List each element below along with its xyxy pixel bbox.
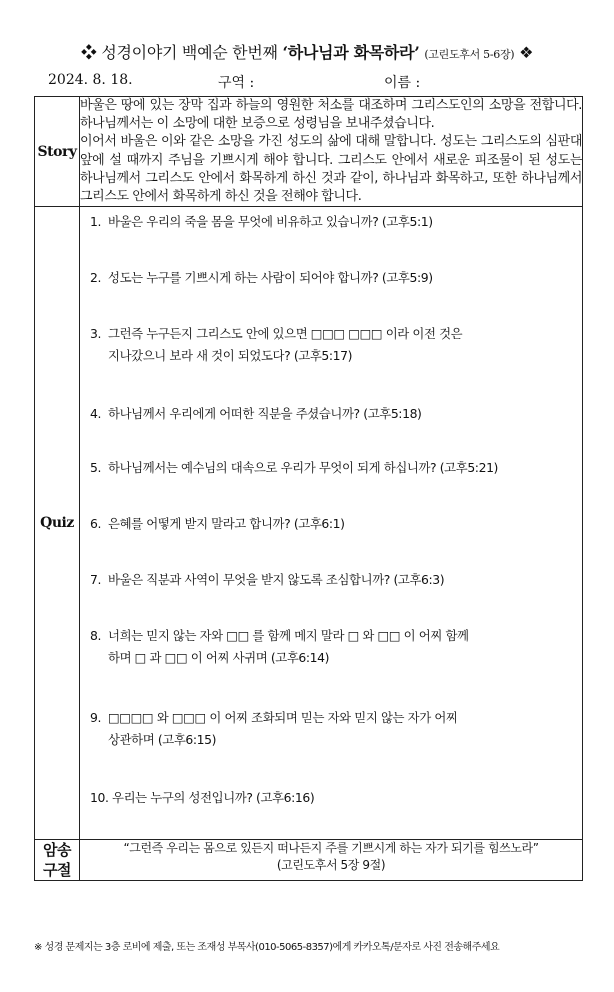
quiz-question-text: 은혜를 어떻게 받지 말라고 합니까? (고후6:1): [108, 516, 345, 532]
quiz-question-number: 7.: [90, 572, 102, 588]
quiz-question: [90, 457, 576, 479]
worksheet-title: [0, 40, 614, 63]
quiz-question: [90, 211, 576, 233]
story-label: Story: [35, 97, 80, 207]
quiz-question-text: 하나님께서 우리에게 어떠한 직분을 주셨습니까? (고후5:18): [108, 406, 422, 422]
name-label: 이름 :: [384, 75, 421, 91]
footer-note: ※ 성경 문제지는 3층 로비에 제출, 또는 조재성 부목사(010-5065-8357)에게 카카오톡/문자로 사진 전송해주세요: [34, 942, 500, 953]
quiz-question-continuation: 상관하며 (고후6:15): [108, 732, 217, 748]
memory-verse-cell: [80, 840, 583, 881]
quiz-question-text: 바울은 우리의 죽을 몸을 무엇에 비유하고 있습니까? (고후5:1): [108, 214, 433, 230]
quiz-question-number: 1.: [90, 214, 102, 230]
quiz-question-text: □□□□ 와 □□□ 이 어찌 조화되며 믿는 자와 믿지 않는 자가 어찌: [108, 710, 458, 726]
quiz-question: [90, 569, 576, 591]
quiz-list: [80, 207, 582, 839]
quiz-question-continuation: 하며 □ 과 □□ 이 어찌 사귀며 (고후6:14): [108, 650, 330, 666]
title-main: ‘하나님과 화목하라’: [282, 43, 420, 62]
quiz-question-continuation: 지나갔으니 보라 새 것이 되었도다? (고후5:17): [108, 348, 353, 364]
memory-label-line1: 암송: [43, 841, 71, 860]
memory-row: [35, 840, 583, 881]
quiz-question-text: 하나님께서는 예수님의 대속으로 우리가 무엇이 되게 하십니까? (고후5:21): [108, 460, 498, 476]
quiz-question-number: 5.: [90, 460, 102, 476]
memory-verse-reference: (고린도후서 5장 9절): [276, 858, 386, 873]
worksheet-table: [34, 96, 583, 881]
story-paragraph: 바울은 땅에 있는 장막 집과 하늘의 영원한 처소를 대조하며 그리스도인의 소망을 전합니다. 하나님께서는 이 소망에 대한 보증으로 성령님을 보내주셨습니다.: [80, 98, 582, 132]
memory-label: [35, 840, 80, 881]
quiz-question-text: 우리는 누구의 성전입니까? (고후6:16): [112, 790, 315, 806]
title-suffix: ❖: [519, 43, 534, 62]
memory-verse: “그런즉 우리는 몸으로 있든지 떠나든지 주를 기쁘시게 하는 자가 되기를 힘쓰노라”: [123, 841, 539, 856]
section-label: 구역 :: [218, 75, 255, 91]
story-row: [35, 97, 583, 207]
quiz-question-number: 6.: [90, 516, 102, 532]
quiz-question-text: 그런즉 누구든지 그리스도 안에 있으면 □□□ □□□ 이라 이전 것은: [108, 326, 463, 342]
quiz-question-number: 8.: [90, 628, 102, 644]
quiz-question-number: 10.: [90, 790, 109, 806]
title-reference: (고린도후서 5-6장): [424, 48, 515, 61]
story-paragraph: 이어서 바울은 이와 같은 소망을 가진 성도의 삶에 대해 말합니다. 성도는 그리스도의 심판대 앞에 설 때까지 주님을 기쁘시게 해야 합니다. 그리스도 안에서 새로운 피조물이 된 성도는 하나님께서 그리스도 안에서 화목하게 하신 것과 같이, 하나님과 화목하고, 또한 하나님께서 그리스도 안에서 화목하게 하신 것을 전해야 합니다.: [80, 134, 582, 205]
date: 2024. 8. 18.: [48, 72, 133, 88]
quiz-question: [90, 513, 576, 535]
quiz-question: [90, 323, 576, 367]
quiz-question-text: 바울은 직분과 사역이 무엇을 받지 않도록 조심합니까? (고후6:3): [108, 572, 445, 588]
quiz-question: [90, 625, 576, 669]
quiz-question: [90, 403, 576, 425]
quiz-question-number: 2.: [90, 270, 102, 286]
quiz-label: Quiz: [35, 207, 80, 840]
story-text: [80, 97, 583, 207]
quiz-question: [90, 267, 576, 289]
quiz-question-text: 성도는 누구를 기쁘시게 하는 사람이 되어야 합니까? (고후5:9): [108, 270, 433, 286]
quiz-question-number: 4.: [90, 406, 102, 422]
quiz-question: [90, 787, 576, 809]
quiz-row: [35, 207, 583, 840]
quiz-question-number: 3.: [90, 326, 102, 342]
quiz-area: [80, 207, 583, 840]
quiz-question: [90, 707, 576, 751]
quiz-question-number: 9.: [90, 710, 102, 726]
memory-label-line2: 구절: [43, 861, 71, 880]
quiz-question-text: 너희는 믿지 않는 자와 □□ 를 함께 메지 말라 □ 와 □□ 이 어찌 함께: [108, 628, 469, 644]
title-prefix: ❖ 성경이야기 백예순 한번째: [80, 43, 278, 62]
